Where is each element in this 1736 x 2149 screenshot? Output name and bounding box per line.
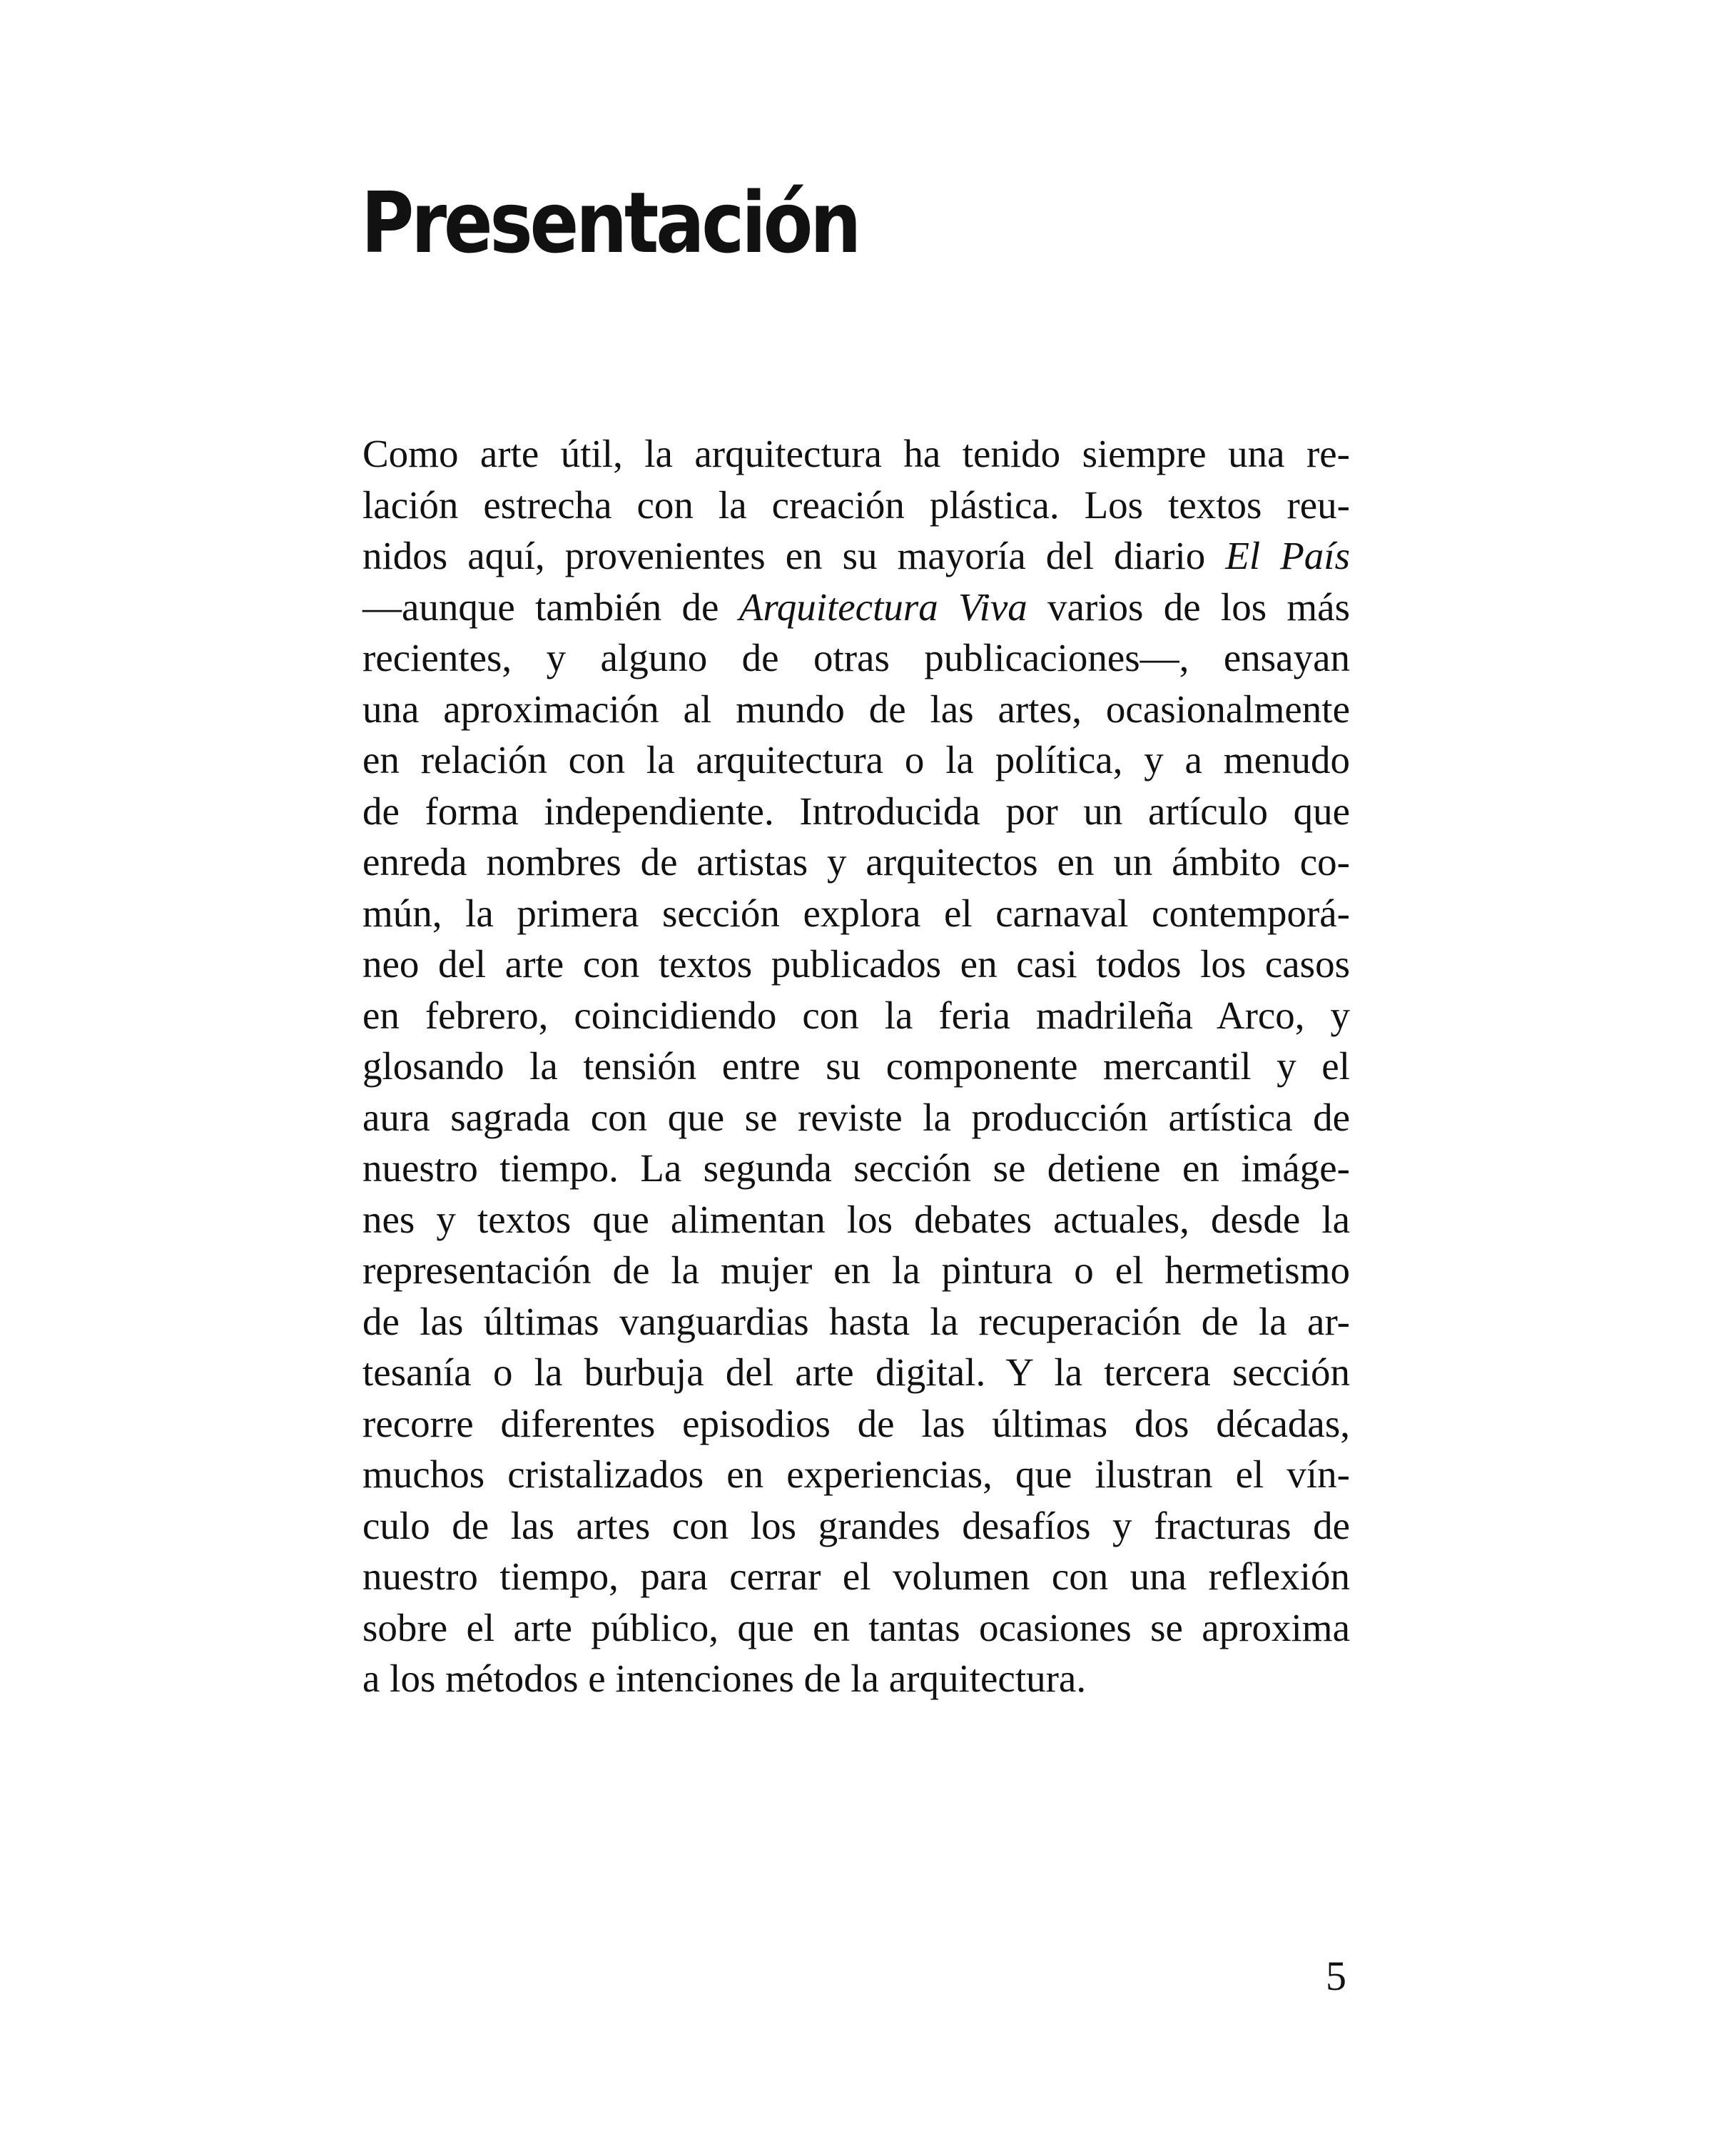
- paragraph-line: [362, 1092, 1350, 1143]
- paragraph-line: [362, 1194, 1350, 1245]
- paragraph-line: [362, 1398, 1350, 1450]
- text-segment: recorre diferentes episodios de las últimas dos décadas,: [362, 1401, 1350, 1445]
- text-segment: una aproximación al mundo de las artes, ocasionalmente: [362, 687, 1350, 731]
- text-segment: de las últimas vanguardias hasta la recuperación de la ar-: [362, 1299, 1350, 1343]
- paragraph-line: [362, 480, 1350, 531]
- paragraph-line: [362, 1602, 1350, 1654]
- text-segment: neo del arte con textos publicados en casi todos los casos: [362, 942, 1350, 986]
- paragraph-line: [362, 1245, 1350, 1296]
- text-segment: nuestro tiempo, para cerrar el volumen con una reflexión: [362, 1554, 1350, 1598]
- text-segment: nuestro tiempo. La segunda sección se detiene en imáge-: [362, 1146, 1350, 1190]
- paragraph-line: [362, 939, 1350, 990]
- paragraph-line: [362, 632, 1350, 684]
- text-segment: en relación con la arquitectura o la política, y a menudo: [362, 738, 1350, 782]
- italic-title-reference: El País: [1225, 534, 1350, 577]
- paragraph-line: [362, 1347, 1350, 1398]
- paragraph-line: [362, 1551, 1350, 1602]
- text-segment: culo de las artes con los grandes desafíos y fracturas de: [362, 1503, 1350, 1547]
- text-segment: lación estrecha con la creación plástica. Los textos reu-: [362, 482, 1350, 527]
- paragraph-line: [362, 530, 1350, 582]
- text-segment: enreda nombres de artistas y arquitectos en un ámbito co-: [362, 840, 1350, 884]
- text-segment: tesanía o la burbuja del arte digital. Y la tercera sección: [362, 1350, 1350, 1394]
- text-segment: nes y textos que alimentan los debates actuales, desde la: [362, 1197, 1350, 1241]
- paragraph-line: [362, 1143, 1350, 1194]
- text-segment: recientes, y alguno de otras publicaciones—, ensayan: [362, 636, 1350, 679]
- text-segment: mún, la primera sección explora el carnaval contemporá-: [362, 891, 1350, 935]
- paragraph-line: [362, 1500, 1350, 1552]
- text-segment: de forma independiente. Introducida por un artículo que: [362, 789, 1350, 833]
- text-segment: Como arte útil, la arquitectura ha tenido siempre una re-: [362, 432, 1350, 475]
- text-segment: —aunque también de: [362, 585, 739, 629]
- text-segment: muchos cristalizados en experiencias, que ilustran el vín-: [362, 1452, 1350, 1496]
- italic-title-reference: Arquitectura Viva: [738, 585, 1027, 629]
- presentation-paragraph: [362, 428, 1350, 1704]
- paragraph-line: [362, 888, 1350, 939]
- text-segment: nidos aquí, provenientes en su mayoría del diario: [362, 534, 1226, 577]
- text-segment: aura sagrada con que se reviste la producción artística de: [362, 1095, 1350, 1139]
- paragraph-line: [362, 582, 1350, 633]
- paragraph-line: [362, 990, 1350, 1041]
- page-title: Presentación: [361, 173, 859, 272]
- text-segment: en febrero, coincidiendo con la feria madrileña Arco, y: [362, 993, 1350, 1037]
- paragraph-line: [362, 786, 1350, 837]
- text-segment: sobre el arte público, que en tantas ocasiones se aproxima: [362, 1605, 1350, 1649]
- paragraph-line: [362, 836, 1350, 888]
- paragraph-line: [362, 1041, 1350, 1092]
- paragraph-line: [362, 1449, 1350, 1500]
- text-segment: representación de la mujer en la pintura o el hermetismo: [362, 1248, 1350, 1292]
- text-segment: a los métodos e intenciones de la arquitectura.: [362, 1657, 1087, 1700]
- paragraph-line: [362, 428, 1350, 480]
- paragraph-line: [362, 1296, 1350, 1347]
- paragraph-line: [362, 734, 1350, 786]
- text-segment: glosando la tensión entre su componente mercantil y el: [362, 1044, 1350, 1088]
- paragraph-line: [362, 1653, 1350, 1704]
- text-segment: varios de los más: [1027, 585, 1350, 629]
- paragraph-line: [362, 684, 1350, 735]
- page-number: 5: [1326, 1953, 1346, 1999]
